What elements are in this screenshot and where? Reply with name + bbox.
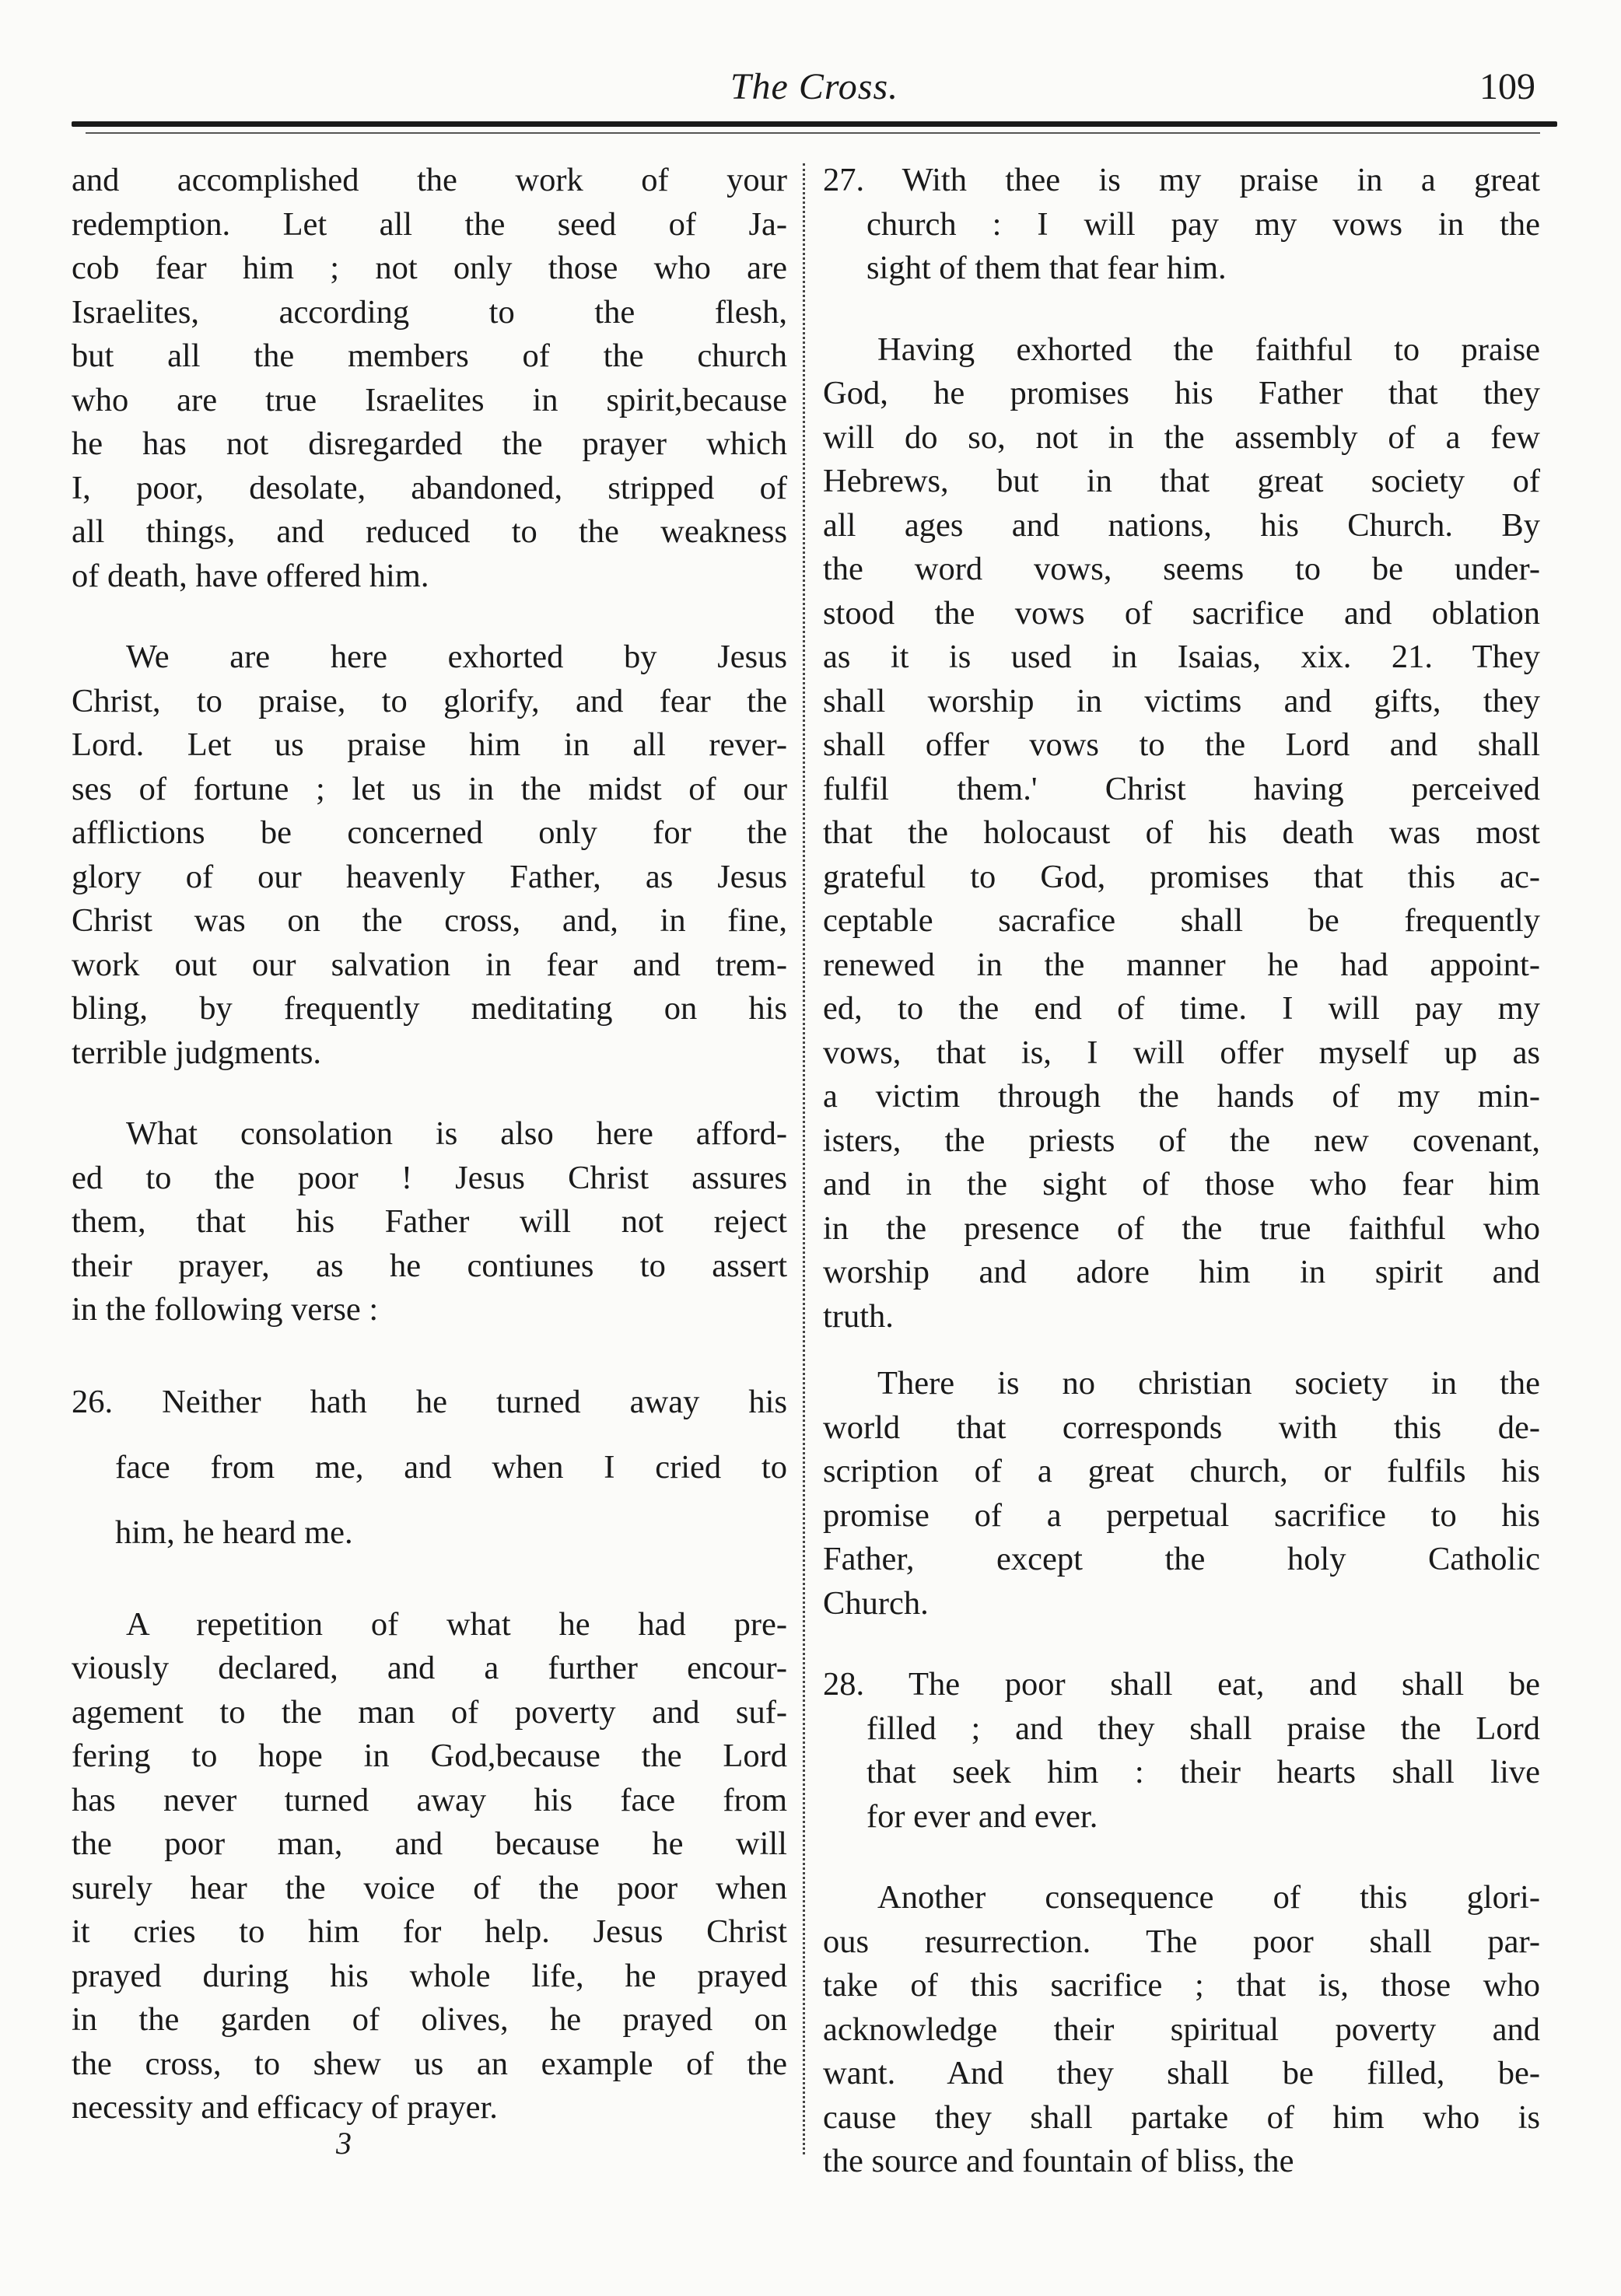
text-line: but all the members of the church <box>72 338 787 374</box>
text-line: stood the vows of sacrifice and oblation <box>823 594 1540 632</box>
text-line: in the presence of the true faithful who <box>823 1209 1540 1247</box>
text-line: What consolation is also here afford- <box>126 1115 787 1152</box>
paragraph <box>72 1112 787 1332</box>
paragraph <box>72 635 787 1075</box>
text-line: glory of our heavenly Father, as Jesus <box>72 858 787 895</box>
text-line: all things, and reduced to the weakness <box>72 513 787 550</box>
column-divider <box>803 163 805 2154</box>
text-line: that the holocaust of his death was most <box>823 814 1540 851</box>
left-column <box>72 159 787 2130</box>
text-line: the word vows, seems to be under- <box>823 551 1540 587</box>
paragraph <box>823 328 1540 1339</box>
text-line: and accomplished the work of your <box>72 162 787 198</box>
text-line: in the following verse : <box>72 1291 379 1328</box>
paragraph <box>823 1876 1540 2184</box>
text-line: 28. The poor shall eat, and shall be <box>823 1666 1540 1703</box>
text-line: truth. <box>823 1297 894 1335</box>
text-line: necessity and efficacy of prayer. <box>72 2089 498 2126</box>
text-line: world that corresponds with this de- <box>823 1409 1540 1446</box>
text-line: viously declared, and a further encour- <box>72 1650 787 1686</box>
header-rule <box>72 121 1557 127</box>
text-line: in the garden of olives, he prayed on <box>72 2001 787 2038</box>
text-line: surely hear the voice of the poor when <box>72 1869 787 1906</box>
text-line: want. And they shall be filled, be- <box>823 2055 1540 2091</box>
text-line: bling, by frequently meditating on his <box>72 990 787 1027</box>
text-line: has never turned away his face from <box>72 1781 787 1818</box>
text-line: renewed in the manner he had appoint- <box>823 946 1540 983</box>
text-line: it cries to him for help. Jesus Christ <box>72 1913 787 1950</box>
text-line: Father, except the holy Catholic <box>823 1541 1540 1577</box>
paragraph <box>823 1362 1540 1626</box>
verse <box>823 159 1540 291</box>
paragraph <box>72 1603 787 2130</box>
text-line: A repetition of what he had pre- <box>126 1605 787 1643</box>
text-line: worship and adore him in spirit and <box>823 1254 1540 1290</box>
text-line: him, he heard me. <box>115 1514 353 1551</box>
signature-mark: 3 <box>336 2126 352 2161</box>
text-line: the poor man, and because he will <box>72 1825 787 1862</box>
text-line: shall worship in victims and gifts, they <box>823 682 1540 719</box>
verse <box>72 1370 787 1566</box>
text-line: 27. With thee is my praise in a great <box>823 162 1540 198</box>
text-line: ses of fortune ; let us in the midst of our <box>72 770 787 807</box>
paragraph <box>72 159 787 598</box>
text-line: as it is used in Isaias, xix. 21. They <box>823 639 1540 675</box>
text-line: a victim through the hands of my min- <box>823 1078 1540 1115</box>
text-line: terrible judgments. <box>72 1034 322 1071</box>
text-line: ed to the poor ! Jesus Christ assures <box>72 1159 787 1196</box>
text-line: Christ was on the cross, and, in fine, <box>72 902 787 939</box>
text-line: scription of a great church, or fulfils his <box>823 1453 1540 1489</box>
text-line: and in the sight of those who fear him <box>823 1166 1540 1202</box>
text-line: promise of a perpetual sacrifice to his <box>823 1496 1540 1534</box>
text-line: Israelites, according to the flesh, <box>72 293 787 331</box>
text-line: them, that his Father will not reject <box>72 1203 787 1240</box>
text-line: work out our salvation in fear and trem- <box>72 946 787 983</box>
text-line: all ages and nations, his Church. By <box>823 506 1540 544</box>
text-line: for ever and ever. <box>867 1797 1098 1835</box>
text-line: of death, have offered him. <box>72 557 429 594</box>
text-line: who are true Israelites in spirit,because <box>72 381 787 418</box>
text-line: God, he promises his Father that they <box>823 375 1540 411</box>
running-title: The Cross. <box>730 66 899 107</box>
text-line: the cross, to shew us an example of the <box>72 2045 787 2082</box>
page-header <box>72 65 1557 120</box>
text-line: agement to the man of poverty and suf- <box>72 1693 787 1731</box>
text-line: cob fear him ; not only those who are <box>72 250 787 286</box>
text-line: grateful to God, promises that this ac- <box>823 858 1540 895</box>
text-line: ous resurrection. The poor shall par- <box>823 1923 1540 1960</box>
text-line: acknowledge their spiritual poverty and <box>823 2011 1540 2048</box>
text-line: take of this sacrifice ; that is, those who <box>823 1967 1540 2004</box>
text-line: sight of them that fear him. <box>867 250 1227 286</box>
header-rule-thin <box>86 132 1540 134</box>
text-line: he has not disregarded the prayer which <box>72 425 787 462</box>
text-line: Hebrews, but in that great society of <box>823 463 1540 499</box>
text-line: fulfil them.' Christ having perceived <box>823 770 1540 807</box>
text-line: the source and fountain of bliss, the <box>823 2143 1294 2179</box>
text-line: cause they shall partake of him who is <box>823 2098 1540 2136</box>
text-line: face from me, and when I cried to <box>115 1448 787 1486</box>
text-line: isters, the priests of the new covenant, <box>823 1122 1540 1159</box>
page-number: 109 <box>1479 66 1535 107</box>
text-line: Having exhorted the faithful to praise <box>877 331 1540 368</box>
text-line: I, poor, desolate, abandoned, stripped of <box>72 469 787 506</box>
text-line: church : I will pay my vows in the <box>867 205 1540 243</box>
text-line: that seek him : their hearts shall live <box>867 1754 1540 1790</box>
text-line: shall offer vows to the Lord and shall <box>823 726 1540 763</box>
right-column <box>823 159 1540 2184</box>
text-line: There is no christian society in the <box>877 1365 1540 1402</box>
text-line: prayed during his whole life, he prayed <box>72 1957 787 1994</box>
text-line: Christ, to praise, to glorify, and fear the <box>72 682 787 719</box>
verse <box>823 1663 1540 1839</box>
text-line: filled ; and they shall praise the Lord <box>867 1710 1540 1747</box>
text-line: Lord. Let us praise him in all rever- <box>72 726 787 763</box>
text-line: We are here exhorted by Jesus <box>126 639 787 675</box>
text-line: Church. <box>823 1584 929 1622</box>
text-line: fering to hope in God,because the Lord <box>72 1738 787 1774</box>
text-line: redemption. Let all the seed of Ja- <box>72 205 787 243</box>
text-line: their prayer, as he contiunes to assert <box>72 1247 787 1284</box>
text-line: afflictions be concerned only for the <box>72 814 787 851</box>
text-line: 26. Neither hath he turned away his <box>72 1383 787 1420</box>
text-line: will do so, not in the assembly of a few <box>823 418 1540 456</box>
text-line: vows, that is, I will offer myself up as <box>823 1034 1540 1071</box>
text-line: Another consequence of this glori- <box>877 1879 1540 1916</box>
text-line: ceptable sacrafice shall be frequently <box>823 902 1540 939</box>
text-line: ed, to the end of time. I will pay my <box>823 990 1540 1027</box>
